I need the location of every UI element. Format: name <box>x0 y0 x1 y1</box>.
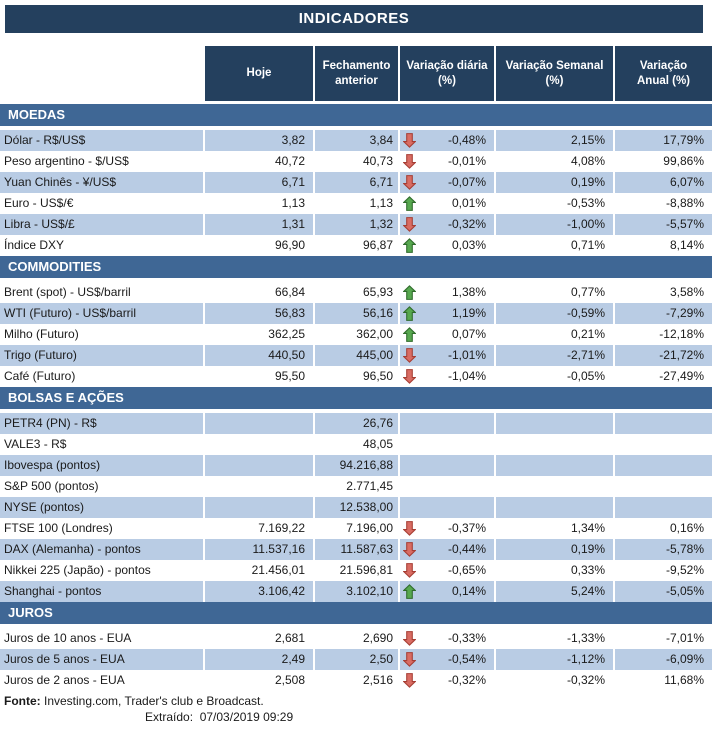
page-title: INDICADORES <box>5 5 703 33</box>
cell-hoje: 11.537,16 <box>205 539 313 560</box>
cell-variacao-semanal: 0,19% <box>496 539 613 560</box>
cell-hoje: 7.169,22 <box>258 521 305 535</box>
column-header-variacao-diaria: Variação diária (%) <box>400 46 494 101</box>
cell-variacao-anual: -8,88% <box>665 196 704 210</box>
cell-variacao-anual: 6,07% <box>615 172 712 193</box>
cell-variacao-anual: -27,49% <box>659 369 704 383</box>
column-header-variacao-anual: Variação Anual (%) <box>615 46 712 101</box>
row-label: Peso argentino - $/US$ <box>4 154 129 168</box>
table-row <box>0 193 712 214</box>
cell-variacao-anual: -5,57% <box>615 214 712 235</box>
row-label: DAX (Alemanha) - pontos <box>0 539 203 560</box>
cell-variacao-diaria <box>400 434 494 455</box>
table-row <box>0 560 712 581</box>
row-label: Juros de 10 anos - EUA <box>4 631 132 645</box>
source-text: Investing.com, Trader's club e Broadcast. <box>44 694 264 708</box>
arrow-down-icon <box>403 175 416 190</box>
cell-variacao-diaria: -0,07% <box>400 172 494 193</box>
arrow-down-icon <box>403 133 416 148</box>
row-label: FTSE 100 (Londres) <box>4 521 113 535</box>
cell-variacao-semanal: 1,34% <box>570 521 605 535</box>
table-row <box>0 497 712 518</box>
cell-variacao-anual <box>615 476 712 497</box>
cell-fechamento-anterior: 3,84 <box>315 130 398 151</box>
cell-hoje: 96,90 <box>274 238 305 252</box>
arrow-down-icon <box>403 631 416 646</box>
cell-hoje <box>205 413 313 434</box>
cell-fechamento-anterior: 1,32 <box>315 214 398 235</box>
arrow-down-icon <box>403 563 416 578</box>
arrow-down-icon <box>403 652 416 667</box>
table-body <box>0 104 712 691</box>
row-label: Juros de 5 anos - EUA <box>0 649 203 670</box>
cell-fechamento-anterior: 94.216,88 <box>315 455 398 476</box>
arrow-down-icon <box>403 217 416 232</box>
row-label: Shanghai - pontos <box>0 581 203 602</box>
cell-hoje <box>205 476 313 497</box>
section-header-moedas: MOEDAS <box>0 104 712 126</box>
cell-hoje: 3,82 <box>205 130 313 151</box>
row-label: Libra - US$/£ <box>0 214 203 235</box>
cell-hoje: 362,25 <box>268 327 305 341</box>
cell-hoje <box>205 455 313 476</box>
row-label: WTI (Futuro) - US$/barril <box>0 303 203 324</box>
cell-fechamento-anterior: 48,05 <box>362 437 393 451</box>
cell-variacao-semanal: -0,05% <box>566 369 605 383</box>
cell-variacao-semanal <box>496 455 613 476</box>
table-row <box>0 235 712 256</box>
row-label: Euro - US$/€ <box>4 196 74 210</box>
arrow-up-icon <box>403 584 416 599</box>
cell-variacao-anual: -5,05% <box>615 581 712 602</box>
cell-fechamento-anterior: 445,00 <box>315 345 398 366</box>
row-label: S&P 500 (pontos) <box>4 479 99 493</box>
cell-variacao-semanal: -0,53% <box>566 196 605 210</box>
row-label: NYSE (pontos) <box>0 497 203 518</box>
table-row <box>0 518 712 539</box>
cell-variacao-diaria: -0,48% <box>400 130 494 151</box>
arrow-down-icon <box>403 521 416 536</box>
cell-fechamento-anterior: 21.596,81 <box>339 563 393 577</box>
section-header-commodities: COMMODITIES <box>0 256 712 278</box>
cell-hoje: 21.456,01 <box>251 563 305 577</box>
cell-variacao-anual <box>615 455 712 476</box>
cell-variacao-diaria <box>400 455 494 476</box>
column-header-hoje: Hoje <box>205 46 313 101</box>
cell-variacao-semanal <box>496 476 613 497</box>
cell-fechamento-anterior: 1,13 <box>369 196 393 210</box>
row-label: VALE3 - R$ <box>4 437 67 451</box>
arrow-up-icon <box>403 327 416 342</box>
cell-variacao-diaria: -0,01% <box>400 151 494 172</box>
cell-variacao-diaria: -0,54% <box>400 649 494 670</box>
row-label: Índice DXY <box>4 238 65 252</box>
row-label: Café (Futuro) <box>4 369 76 383</box>
table-row <box>0 366 712 387</box>
row-label: Ibovespa (pontos) <box>0 455 203 476</box>
cell-variacao-semanal: -1,33% <box>566 631 605 645</box>
table-row <box>0 476 712 497</box>
section-header-juros: JUROS <box>0 602 712 624</box>
extracted-label: Extraído: <box>145 710 194 724</box>
cell-variacao-diaria: -0,32% <box>400 214 494 235</box>
row-label: Yuan Chinês - ¥/US$ <box>0 172 203 193</box>
table-row <box>0 214 712 235</box>
cell-variacao-semanal <box>496 434 613 455</box>
section-header-bolsas-e-acoes: BOLSAS E AÇÕES <box>0 387 712 409</box>
cell-variacao-diaria <box>400 476 494 497</box>
cell-variacao-diaria: -0,44% <box>400 539 494 560</box>
arrow-up-icon <box>403 306 416 321</box>
cell-variacao-diaria: -1,01% <box>400 345 494 366</box>
cell-variacao-anual: -5,78% <box>615 539 712 560</box>
cell-hoje: 40,72 <box>274 154 305 168</box>
cell-variacao-semanal: 5,24% <box>496 581 613 602</box>
cell-variacao-semanal: 0,21% <box>570 327 605 341</box>
cell-variacao-diaria: 1,38% <box>400 282 494 303</box>
table-row <box>0 413 712 434</box>
cell-variacao-semanal: 2,15% <box>496 130 613 151</box>
cell-fechamento-anterior: 6,71 <box>315 172 398 193</box>
cell-hoje <box>205 497 313 518</box>
cell-hoje: 2,681 <box>274 631 305 645</box>
cell-variacao-semanal: 0,71% <box>570 238 605 252</box>
cell-variacao-semanal: 0,77% <box>570 285 605 299</box>
cell-hoje: 2,508 <box>274 673 305 687</box>
cell-variacao-diaria: -0,37% <box>400 518 494 539</box>
column-header-row <box>205 46 712 101</box>
cell-variacao-anual: -9,52% <box>665 563 704 577</box>
table-row <box>0 172 712 193</box>
arrow-up-icon <box>403 238 416 253</box>
cell-variacao-diaria: -1,04% <box>400 366 494 387</box>
table-row <box>0 455 712 476</box>
cell-variacao-semanal: -1,12% <box>496 649 613 670</box>
row-label: Trigo (Futuro) <box>0 345 203 366</box>
table-row <box>0 434 712 455</box>
arrow-down-icon <box>403 542 416 557</box>
table-row <box>0 628 712 649</box>
cell-fechamento-anterior: 40,73 <box>362 154 393 168</box>
table-row <box>0 649 712 670</box>
row-label: Brent (spot) - US$/barril <box>4 285 131 299</box>
cell-variacao-diaria <box>400 413 494 434</box>
cell-hoje: 56,83 <box>205 303 313 324</box>
cell-variacao-semanal: -2,71% <box>496 345 613 366</box>
cell-hoje: 95,50 <box>274 369 305 383</box>
cell-variacao-semanal <box>496 497 613 518</box>
cell-variacao-diaria <box>400 497 494 518</box>
row-label: Dólar - R$/US$ <box>0 130 203 151</box>
table-row <box>0 324 712 345</box>
table-row <box>0 303 712 324</box>
table-row <box>0 345 712 366</box>
cell-variacao-semanal: -0,59% <box>496 303 613 324</box>
cell-variacao-anual: 8,14% <box>669 238 704 252</box>
cell-fechamento-anterior: 26,76 <box>315 413 398 434</box>
cell-variacao-diaria: -0,32% <box>400 670 494 691</box>
cell-variacao-anual: -12,18% <box>659 327 704 341</box>
footer <box>0 693 712 725</box>
extracted-line <box>0 709 712 725</box>
cell-variacao-diaria: 0,14% <box>400 581 494 602</box>
cell-variacao-semanal: -1,00% <box>496 214 613 235</box>
arrow-down-icon <box>403 154 416 169</box>
cell-fechamento-anterior: 2,50 <box>315 649 398 670</box>
cell-variacao-diaria: -0,33% <box>400 628 494 649</box>
cell-variacao-anual <box>615 434 712 455</box>
cell-variacao-anual: 17,79% <box>615 130 712 151</box>
cell-variacao-diaria: -0,65% <box>400 560 494 581</box>
cell-variacao-anual: -7,01% <box>665 631 704 645</box>
column-header-fechamento-anterior: Fechamento anterior <box>315 46 398 101</box>
cell-fechamento-anterior: 65,93 <box>362 285 393 299</box>
source-line <box>0 693 712 709</box>
cell-variacao-anual: 99,86% <box>663 154 704 168</box>
cell-fechamento-anterior: 7.196,00 <box>346 521 393 535</box>
cell-variacao-diaria: 0,07% <box>400 324 494 345</box>
cell-hoje: 6,71 <box>205 172 313 193</box>
cell-variacao-diaria: 0,03% <box>400 235 494 256</box>
cell-fechamento-anterior: 2.771,45 <box>346 479 393 493</box>
cell-hoje: 66,84 <box>274 285 305 299</box>
cell-hoje: 1,31 <box>205 214 313 235</box>
table-row <box>0 581 712 602</box>
arrow-down-icon <box>403 348 416 363</box>
source-label: Fonte: <box>4 694 41 708</box>
table-row <box>0 130 712 151</box>
cell-fechamento-anterior: 12.538,00 <box>315 497 398 518</box>
cell-fechamento-anterior: 96,87 <box>362 238 393 252</box>
cell-variacao-anual: -21,72% <box>615 345 712 366</box>
table-row <box>0 151 712 172</box>
cell-variacao-diaria: 0,01% <box>400 193 494 214</box>
cell-fechamento-anterior: 2,516 <box>362 673 393 687</box>
cell-variacao-anual: 3,58% <box>669 285 704 299</box>
table-row <box>0 282 712 303</box>
cell-variacao-semanal <box>496 413 613 434</box>
cell-variacao-anual: -7,29% <box>615 303 712 324</box>
arrow-down-icon <box>403 673 416 688</box>
cell-hoje: 2,49 <box>205 649 313 670</box>
cell-variacao-anual <box>615 497 712 518</box>
cell-variacao-anual: -6,09% <box>615 649 712 670</box>
extracted-value: 07/03/2019 09:29 <box>199 710 294 724</box>
row-label: Juros de 2 anos - EUA <box>4 673 125 687</box>
cell-variacao-anual: 0,16% <box>669 521 704 535</box>
cell-variacao-anual <box>615 413 712 434</box>
arrow-up-icon <box>403 196 416 211</box>
row-label: Nikkei 225 (Japão) - pontos <box>4 563 151 577</box>
cell-fechamento-anterior: 11.587,63 <box>315 539 398 560</box>
cell-fechamento-anterior: 56,16 <box>315 303 398 324</box>
row-label: Milho (Futuro) <box>4 327 79 341</box>
cell-variacao-anual: 11,68% <box>664 673 704 687</box>
cell-fechamento-anterior: 96,50 <box>362 369 393 383</box>
row-label: PETR4 (PN) - R$ <box>0 413 203 434</box>
cell-variacao-semanal: -0,32% <box>566 673 605 687</box>
cell-variacao-semanal: 0,19% <box>496 172 613 193</box>
cell-variacao-semanal: 4,08% <box>570 154 605 168</box>
cell-hoje: 1,13 <box>281 196 305 210</box>
cell-hoje: 440,50 <box>205 345 313 366</box>
cell-fechamento-anterior: 362,00 <box>356 327 393 341</box>
arrow-up-icon <box>403 285 416 300</box>
arrow-down-icon <box>403 369 416 384</box>
table-row <box>0 670 712 691</box>
cell-fechamento-anterior: 3.102,10 <box>315 581 398 602</box>
cell-hoje <box>205 434 313 455</box>
cell-hoje: 3.106,42 <box>205 581 313 602</box>
cell-variacao-diaria: 1,19% <box>400 303 494 324</box>
table-row <box>0 539 712 560</box>
column-header-variacao-semanal: Variação Semanal (%) <box>496 46 613 101</box>
cell-variacao-semanal: 0,33% <box>570 563 605 577</box>
cell-fechamento-anterior: 2,690 <box>362 631 393 645</box>
